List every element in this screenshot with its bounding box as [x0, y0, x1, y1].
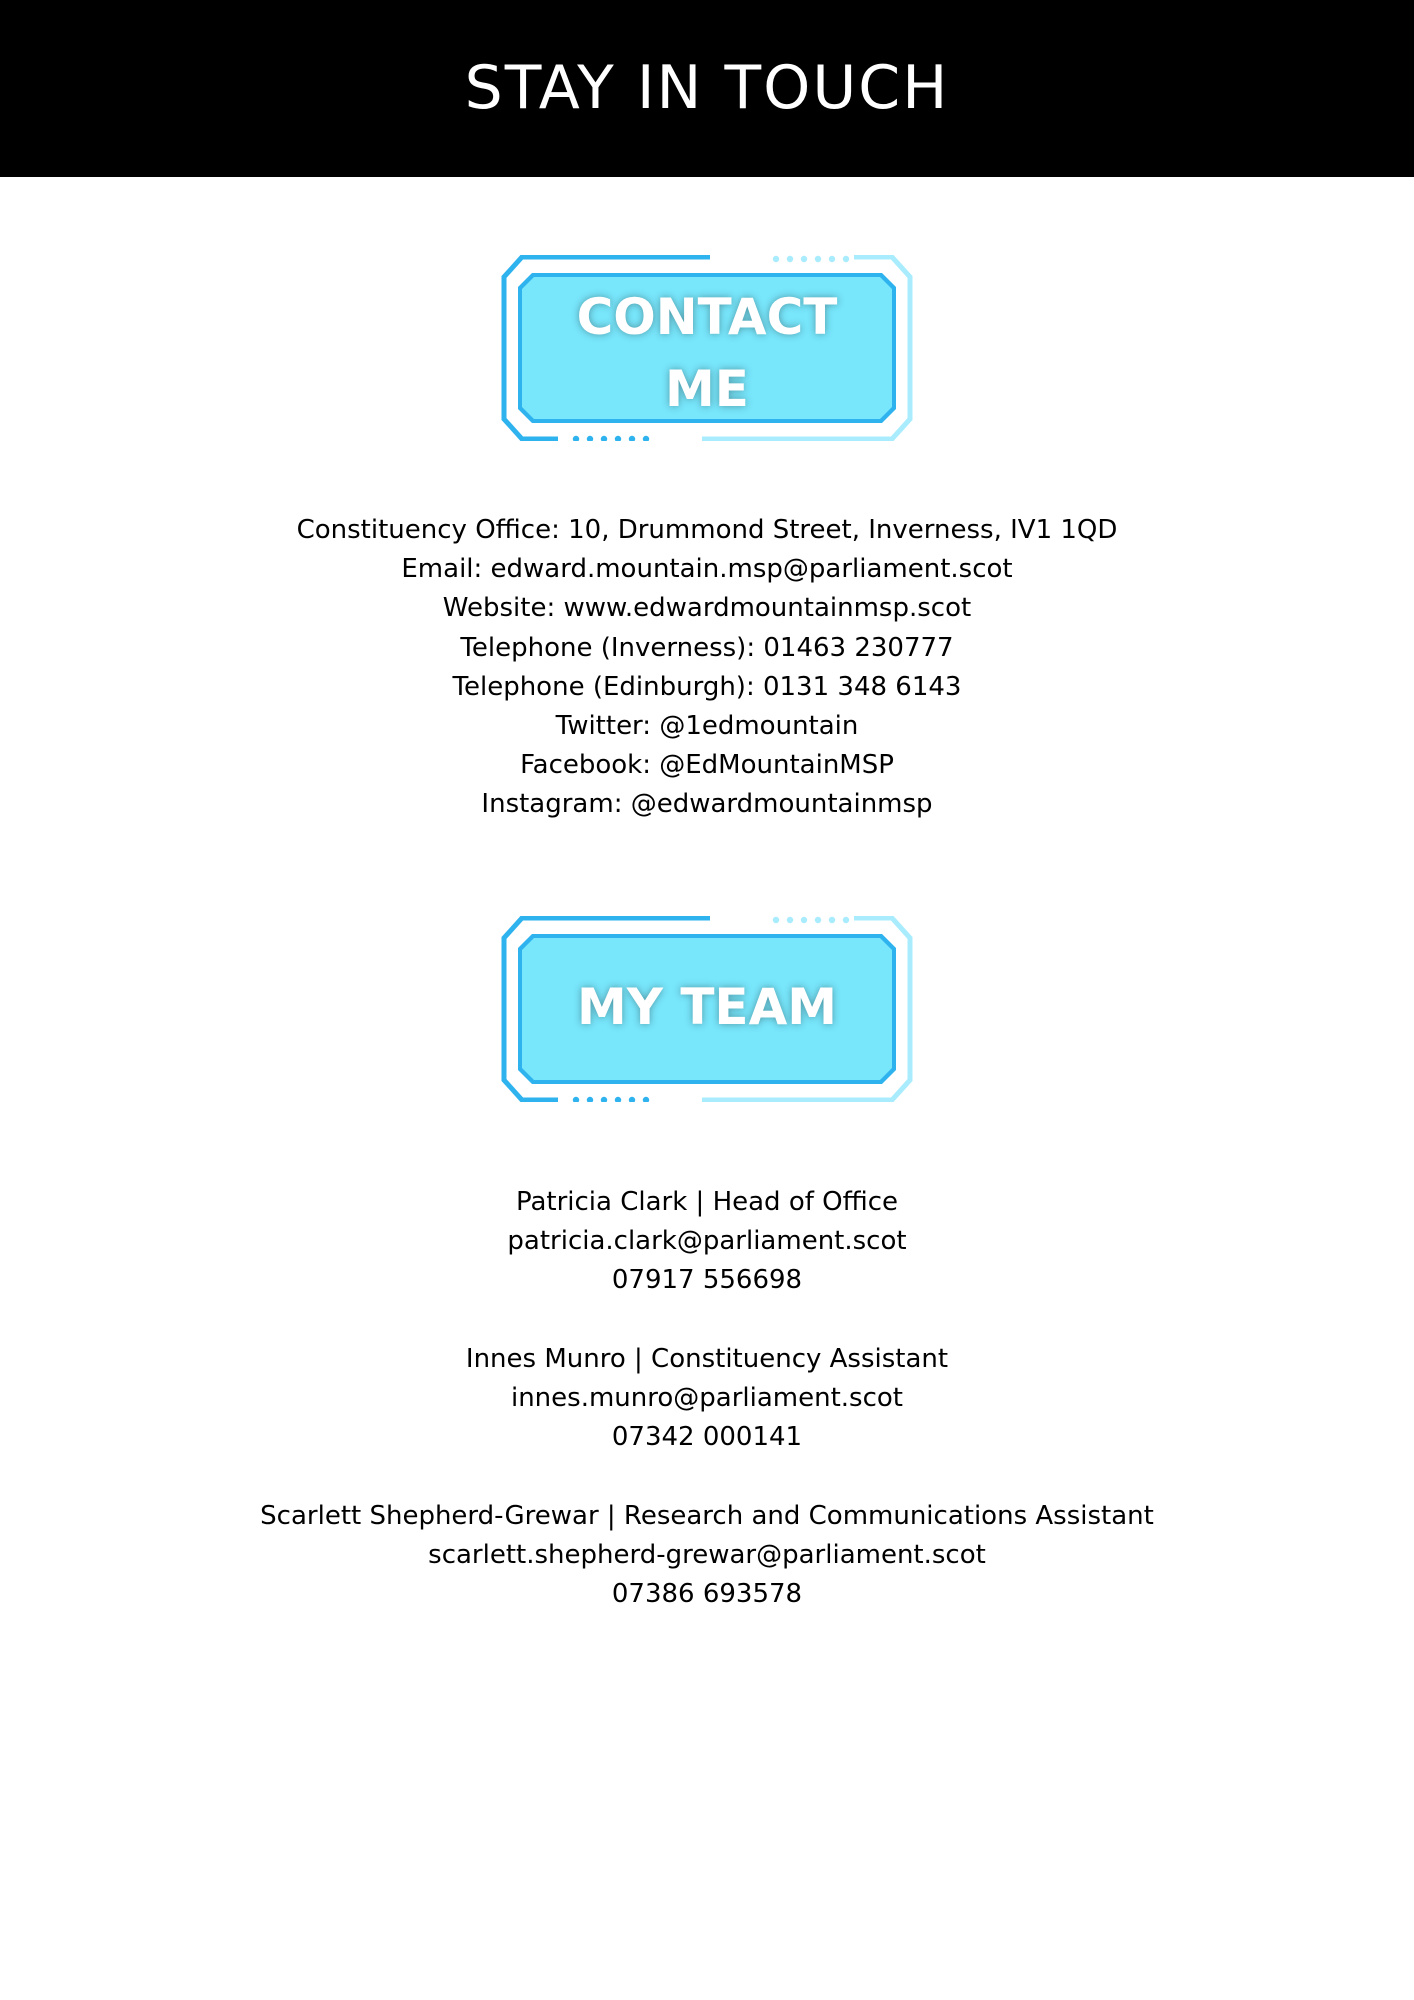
member-name-role: Innes Munro | Constituency Assistant [465, 1343, 949, 1374]
member-email: patricia.clark@parliament.scot [507, 1226, 907, 1257]
email-line: Email: edward.mountain.msp@parliament.scot [401, 554, 1013, 585]
telephone-inverness-line: Telephone (Inverness): 01463 230777 [460, 632, 954, 663]
instagram-line: Instagram: @edwardmountainmsp [481, 789, 933, 820]
website-line: Website: www.edwardmountainmsp.scot [442, 593, 972, 624]
contact-me-badge [500, 255, 914, 441]
member-phone: 07386 693578 [611, 1579, 803, 1609]
my-team-badge [500, 916, 914, 1102]
decorative-dots-bottom [573, 436, 649, 441]
team-list [0, 1183, 1414, 1653]
decorative-dots-top [773, 256, 849, 262]
team-member [0, 1340, 1414, 1458]
contact-details [0, 511, 1414, 825]
decorative-dots-bottom [573, 1097, 649, 1102]
contact-me-heading: CONTACT ME [576, 288, 838, 418]
constituency-office-line: Constituency Office: 10, Drummond Street, Inverness, IV1 1QD [296, 515, 1118, 545]
member-name-role: Patricia Clark | Head of Office [515, 1187, 899, 1217]
member-name-role: Scarlett Shepherd-Grewar | Research and Communications Assistant [260, 1500, 1154, 1531]
member-phone: 07342 000141 [611, 1422, 803, 1453]
team-member [0, 1183, 1414, 1301]
my-team-heading: MY TEAM [576, 978, 838, 1036]
facebook-line: Facebook: @EdMountainMSP [520, 750, 894, 781]
member-email: innes.munro@parliament.scot [510, 1383, 903, 1413]
telephone-edinburgh-line: Telephone (Edinburgh): 0131 348 6143 [452, 671, 962, 702]
page-title: STAY IN TOUCH [464, 53, 950, 123]
twitter-line: Twitter: @1edmountain [555, 711, 859, 742]
member-phone: 07917 556698 [611, 1265, 803, 1296]
team-member [0, 1497, 1414, 1615]
member-email: scarlett.shepherd-grewar@parliament.scot [428, 1539, 986, 1570]
decorative-dots-top [773, 917, 849, 923]
